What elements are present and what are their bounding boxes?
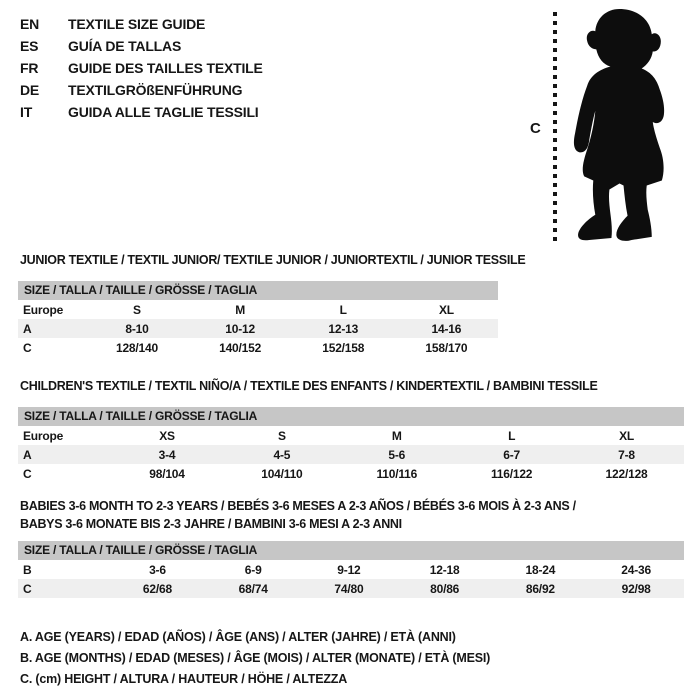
value-cell: 128/140 <box>115 340 158 355</box>
language-code: DE <box>20 82 40 98</box>
value-cell: 6-7 <box>503 447 521 462</box>
junior-size-table <box>18 300 498 357</box>
value-cell: 18-24 <box>525 562 556 577</box>
language-row <box>20 101 263 123</box>
table-row <box>18 300 498 319</box>
value-cell: XL <box>619 428 634 443</box>
row-label-cell: A <box>23 321 32 336</box>
language-title: GUIDA ALLE TAGLIE TESSILI <box>68 104 259 120</box>
value-cell: 140/152 <box>219 340 262 355</box>
value-cell: 110/116 <box>376 466 418 481</box>
size-figure <box>520 0 700 250</box>
section-title-babies-line1: BABIES 3-6 MONTH TO 2-3 YEARS / BEBÉS 3-6 MESES A 2-3 AÑOS / BÉBÉS 3-6 MOIS À 2-3 ANS / <box>20 499 576 513</box>
babies-size-table <box>18 560 684 598</box>
value-cell: 98/104 <box>149 466 185 481</box>
value-cell: 62/68 <box>142 581 172 596</box>
value-cell: 80/86 <box>430 581 460 596</box>
row-label-cell: Europe <box>23 428 64 443</box>
language-title: TEXTILE SIZE GUIDE <box>68 16 206 32</box>
legend-line-a: A. AGE (YEARS) / EDAD (AÑOS) / ÂGE (ANS) / ALTER (JAHRE) / ETÀ (ANNI) <box>20 630 456 644</box>
section-title-children: CHILDREN'S TEXTILE / TEXTIL NIÑO/A / TEXTILE DES ENFANTS / KINDERTEXTIL / BAMBINI TESSILE <box>20 379 598 393</box>
language-row <box>20 13 263 35</box>
value-cell: 3-4 <box>158 447 176 462</box>
table-row <box>18 560 684 579</box>
table-row <box>18 579 684 598</box>
toddler-silhouette-icon <box>564 8 676 245</box>
table-row <box>18 338 498 357</box>
value-cell: 7-8 <box>618 447 635 462</box>
value-cell: XL <box>438 302 454 317</box>
height-measure-label: C <box>530 120 541 137</box>
babies-size-table-block <box>18 541 684 598</box>
value-cell: M <box>235 302 245 317</box>
value-cell: 5-6 <box>388 447 406 462</box>
language-row <box>20 79 263 101</box>
dashed-measure-line-icon <box>553 12 557 243</box>
table-row <box>18 464 684 483</box>
row-label-cell: C <box>23 340 32 355</box>
children-size-table <box>18 426 684 483</box>
table-row <box>18 319 498 338</box>
section-title-babies-line2: BABYS 3-6 MONATE BIS 2-3 JAHRE / BAMBINI 3-6 MESI A 2-3 ANNI <box>20 517 402 531</box>
table-row <box>18 426 684 445</box>
table-header-size: SIZE / TALLA / TAILLE / GRÖSSE / TAGLIA <box>18 281 498 300</box>
row-label-cell: C <box>23 581 32 596</box>
value-cell: 74/80 <box>334 581 364 596</box>
value-cell: M <box>391 428 402 443</box>
table-header-size: SIZE / TALLA / TAILLE / GRÖSSE / TAGLIA <box>18 541 684 560</box>
measure-legend <box>20 627 490 690</box>
value-cell: S <box>277 428 286 443</box>
value-cell: 12-18 <box>429 562 460 577</box>
section-title-babies <box>20 497 576 533</box>
value-cell: L <box>508 428 516 443</box>
language-title: GUÍA DE TALLAS <box>68 38 182 54</box>
language-title: GUIDE DES TAILLES TEXTILE <box>68 60 263 76</box>
row-label-cell: A <box>23 447 32 462</box>
junior-size-table-block <box>18 281 498 357</box>
table-row <box>18 445 684 464</box>
value-cell: 6-9 <box>244 562 262 577</box>
value-cell: 3-6 <box>149 562 166 577</box>
row-label-cell: Europe <box>23 302 64 317</box>
value-cell: 104/110 <box>261 466 303 481</box>
value-cell: 24-36 <box>621 562 651 577</box>
value-cell: 4-5 <box>273 447 291 462</box>
language-list <box>20 13 263 123</box>
language-code: ES <box>20 38 39 54</box>
language-code: IT <box>20 104 33 120</box>
value-cell: 158/170 <box>425 340 468 355</box>
legend-line-b: B. AGE (MONTHS) / EDAD (MESES) / ÂGE (MOIS) / ALTER (MONATE) / ETÀ (MESI) <box>20 651 491 665</box>
language-code: EN <box>20 16 40 32</box>
value-cell: 14-16 <box>431 321 462 336</box>
language-title: TEXTILGRÖßENFÜHRUNG <box>68 82 243 98</box>
value-cell: 9-12 <box>337 562 361 577</box>
value-cell: 10-12 <box>225 321 255 336</box>
value-cell: XS <box>159 428 175 443</box>
value-cell: 68/74 <box>238 581 268 596</box>
value-cell: 86/92 <box>525 581 555 596</box>
value-cell: L <box>339 302 347 317</box>
section-title-junior: JUNIOR TEXTILE / TEXTIL JUNIOR/ TEXTILE JUNIOR / JUNIORTEXTIL / JUNIOR TESSILE <box>20 253 526 267</box>
value-cell: 12-13 <box>328 321 359 336</box>
language-row <box>20 35 263 57</box>
value-cell: 8-10 <box>125 321 149 336</box>
legend-line-c: C. (cm) HEIGHT / ALTURA / HAUTEUR / HÖHE / ALTEZZA <box>20 672 348 686</box>
value-cell: S <box>133 302 141 317</box>
language-row <box>20 57 263 79</box>
row-label-cell: B <box>23 562 32 577</box>
value-cell: 152/158 <box>322 340 365 355</box>
value-cell: 92/98 <box>621 581 651 596</box>
language-code: FR <box>20 60 39 76</box>
value-cell: 122/128 <box>605 466 648 481</box>
table-header-size: SIZE / TALLA / TAILLE / GRÖSSE / TAGLIA <box>18 407 684 426</box>
row-label-cell: C <box>23 466 32 481</box>
value-cell: 116/122 <box>490 466 533 481</box>
children-size-table-block <box>18 407 684 483</box>
